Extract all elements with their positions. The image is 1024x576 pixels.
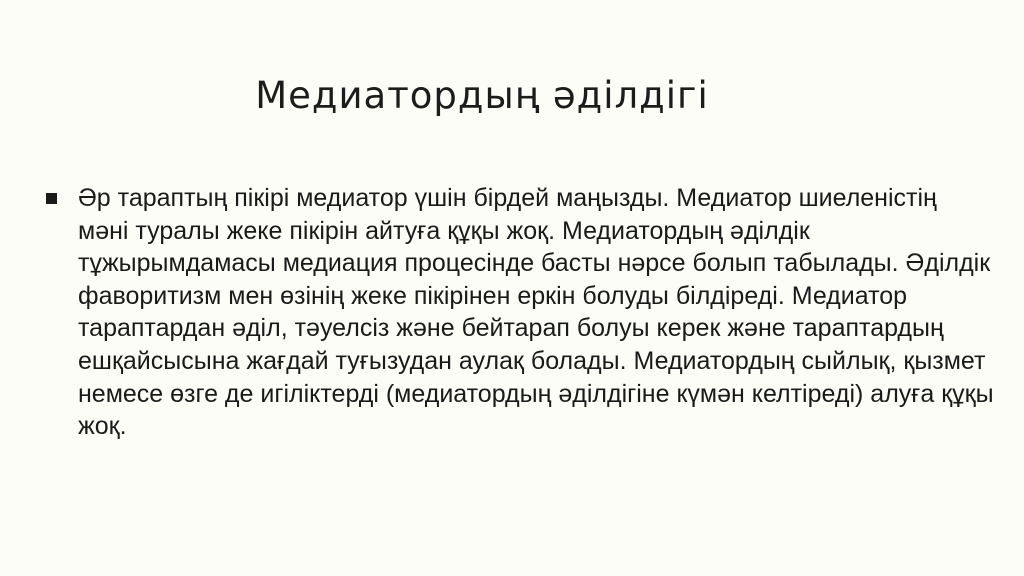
square-bullet-icon [46,193,57,204]
slide-title-text: Медиатордың әділдігі [255,74,709,117]
bullet-item [44,182,994,443]
bullet-text: Әр тараптың пікірі медиатор үшін бірдей маңызды. Медиатор шиеленістің мәні туралы жеке пікірін айтуға құқы жоқ. Медиатордың әділдік тұжырымдамасы медиация процесінде басты нәрсе болып табылады. Әділдік фаворитизм мен өзінің жеке пікірінен еркін болуды білдіреді. Медиатор тараптардан әділ, тәуелсіз және бейтарап болуы керек және тараптардың ешқайсысына жағдай туғызудан аулақ болады. Медиатордың сыйлық, қызмет немесе өзге де игіліктерді (медиатордың әділдігіне күмән келтіреді) алуға құқы жоқ. [78,184,994,441]
slide-title [0,74,1024,117]
